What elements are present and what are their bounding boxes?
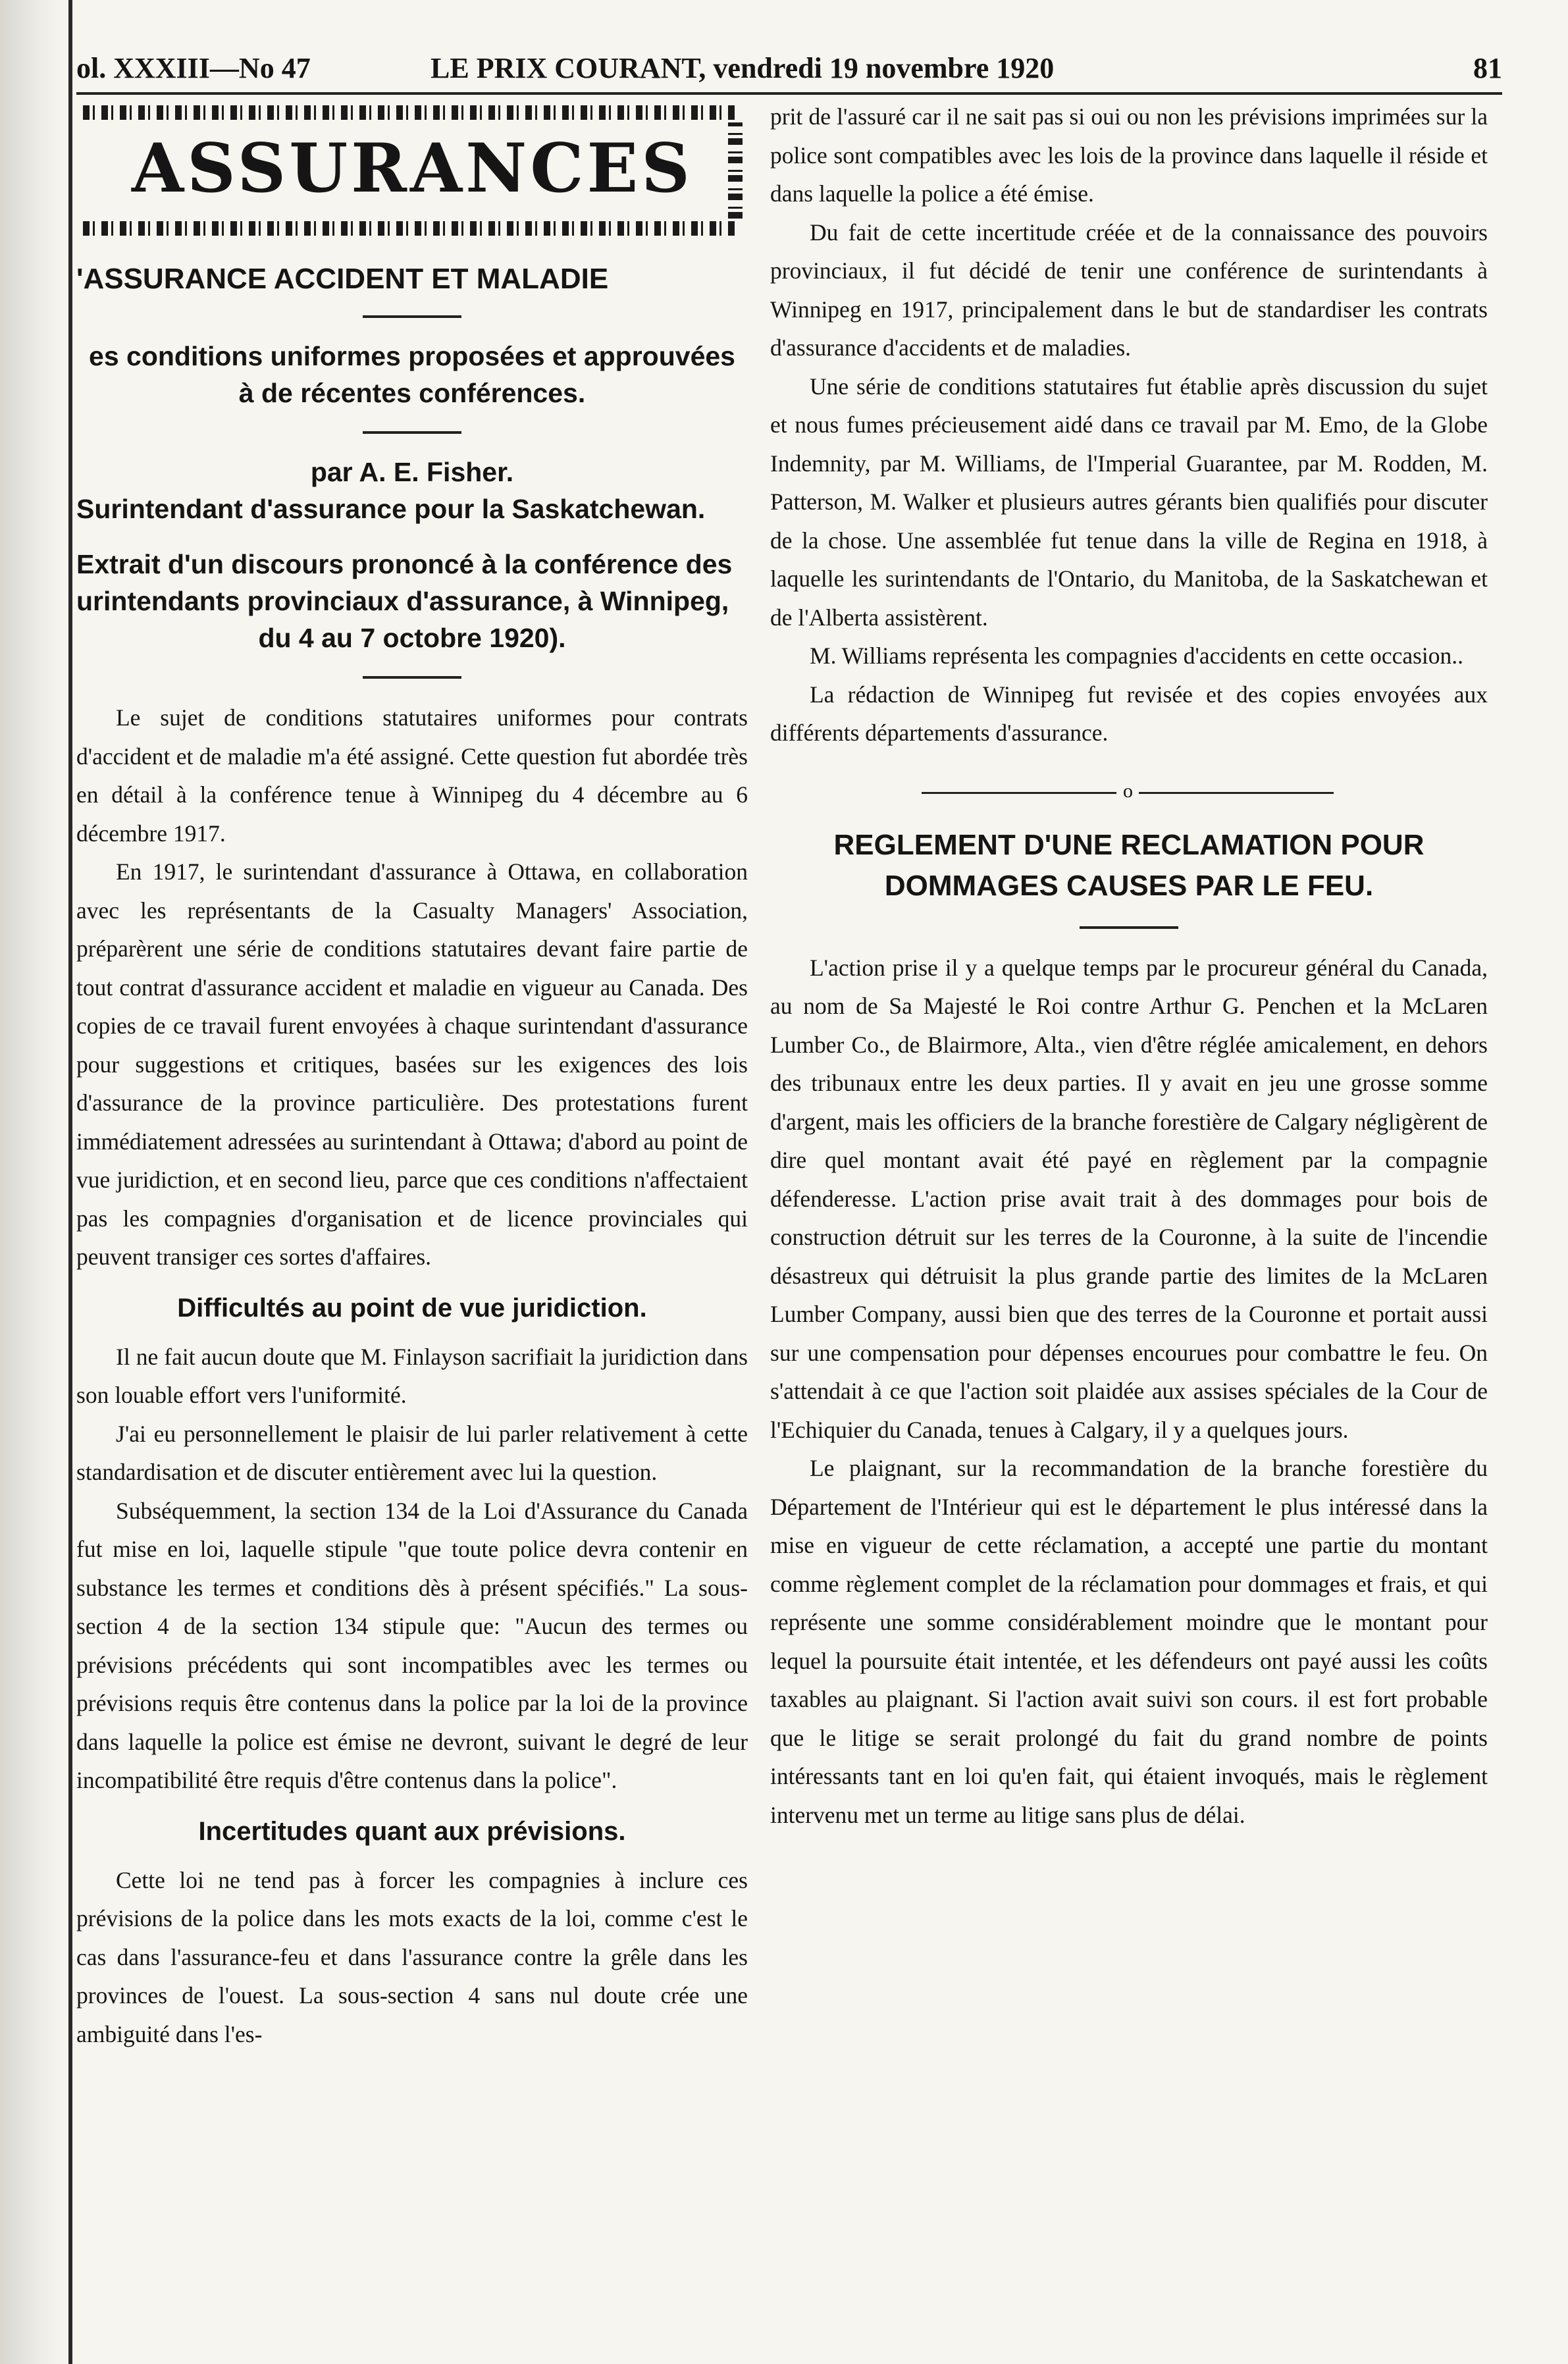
- separator-mark: o: [1123, 779, 1133, 802]
- scan-page-edge: [0, 0, 63, 2364]
- paragraph: Le plaignant, sur la recommandation de la branche forestière du Département de l'Intérieur qui est le département le plus intéressé dans la mise en vigueur de cette réclamation, a accepté une partie du montant comme règlement complet de la réclamation pour dommages et frais, et qui représente une somme considérablement moindre que le montant pour lequel la poursuite était intentée, et les défendeurs ont payé aussi les coûts taxables au plaignant. Si l'action avait suivi son cours. il est fort probable que le litige se serait prolongé du fait du grand nombre de points intéressants tant en loi qu'en fait, qui étaient invoqués, mais le règlement intervenu met un terme au litige sans plus de délai.: [770, 1455, 1488, 1828]
- paragraph: Subséquemment, la section 134 de la Loi d'Assurance du Canada fut mise en loi, laquelle stipule "que toute police devra contenir en substance les termes et conditions dès à présent spécifiés." La sous-section 4 de la section 134 stipule que: "Aucun des termes ou prévisions précédents qui sont incompatibles avec les termes ou prévisions requis être contenus dans la police par la loi de la province dans laquelle la police est émise ne devront, suivant le degré de leur incompatibilité être requis d'être contenus dans la police".: [76, 1497, 748, 1793]
- section-title: ASSURANCES: [132, 129, 693, 208]
- paragraph: Cette loi ne tend pas à forcer les compagnies à inclure ces prévisions de la police dans les mots exacts de la loi, comme c'est le cas dans l'assurance-feu et dans l'assurance contre la grêle dans les provinces de l'ouest. La sous-section 4 sans nul doute crée une ambiguité dans l'es-: [76, 1866, 748, 2047]
- paragraph: Une série de conditions statutaires fut établie après discussion du sujet et nous fumes précieusement aidé dans ce travail par M. Emo, de la Globe Indemnity, par M. Williams, de l'Imperial Guarantee, par M. Rodden, M. Patterson, M. Walker et plusieurs autres gérants bien qualifiés pour discuter de la chose. Une assemblée fut tenue dans la ville de Regina en 1918, à laquelle les surintendants de l'Ontario, du Manitoba, de la Saskatchewan et de l'Alberta assistèrent.: [770, 373, 1488, 631]
- excerpt-note: [76, 546, 748, 656]
- divider-rule: [363, 676, 461, 679]
- paragraph: Du fait de cette incertitude créée et de la connaissance des pouvoirs provinciaux, il fut décidé de tenir une conférence de surintendants à Winnipeg en 1917, principalement dans le but de standardiser les contrats d'assurance d'accidents et de maladies.: [770, 219, 1488, 361]
- right-column: [770, 97, 1488, 1834]
- article-headline: REGLEMENT D'UNE RECLAMATION POUR: [833, 828, 1424, 861]
- separator-line: [1139, 792, 1334, 794]
- article-headline: DOMMAGES CAUSES PAR LE FEU.: [884, 869, 1374, 902]
- section-heading: Difficultés au point de vue juridiction.: [177, 1293, 647, 1323]
- article-subhead: es conditions uniformes proposées et approuvées: [89, 341, 735, 371]
- separator-line: [922, 792, 1116, 794]
- excerpt-line: urintendants provinciaux d'assurance, à Winnipeg,: [76, 586, 729, 616]
- divider-rule: [363, 315, 461, 318]
- page-header: [76, 47, 1502, 93]
- paragraph: Il ne fait aucun doute que M. Finlayson sacrifiait la juridiction dans son louable effort vers l'uniformité.: [76, 1343, 748, 1408]
- author-name: par A. E. Fisher.: [310, 457, 514, 487]
- ornament-border-side: [728, 122, 743, 219]
- ornament-border-top: [83, 105, 735, 120]
- paragraph: prit de l'assuré car il ne sait pas si oui ou non les prévisions imprimées sur la police sont compatibles avec les lois de la province dans laquelle il réside et dans laquelle la police a été émise.: [770, 103, 1488, 207]
- header-rule: [76, 92, 1502, 95]
- ornament-border-bottom: [83, 221, 735, 236]
- section-banner: [76, 104, 748, 239]
- paragraph: En 1917, le surintendant d'assurance à Ottawa, en collaboration avec les représentants de la Casualty Managers' Association, préparèrent une série de conditions statutaires devant faire partie de tout contrat d'assurance accident et maladie en vigueur au Canada. Des copies de ce travail furent envoyées à chaque surintendant d'assurance pour suggestions et critiques, basées sur les exigences des lois d'assurance de la province particulière. Des protestations furent immédiatement adressées au surintendant à Ottawa; d'abord au point de vue juridiction, et en second lieu, parce que ces conditions n'affectaient pas les compagnies d'organisation et de licence provinciales qui peuvent transiger ces sortes d'affaires.: [76, 858, 748, 1270]
- paragraph: M. Williams représenta les compagnies d'accidents en cette occasion..: [810, 643, 1464, 669]
- paragraph: L'action prise il y a quelque temps par le procureur général du Canada, au nom de Sa Majesté le Roi contre Arthur G. Penchen et la McLaren Lumber Co., de Blairmore, Alta., vien d'être réglée amicalement, en dehors des tribunaux entre les deux parties. Il y avait en jeu une grosse somme d'argent, mais les officiers de la branche forestière de Calgary négligèrent de dire quel montant avait été payé en règlement par la compagnie défenderesse. L'action prise avait trait à des dommages pour bois de construction détruit sur les terres de la Couronne, à la suite de l'incendie désastreux qui détruisit la plus grande partie des limites de la McLaren Lumber Company, aussi bien que des terres de la Couronne et portait aussi sur une compensation pour dépenses encourues pour combattre le feu. On s'attendait à ce que l'action soit plaidée aux assises spéciales de la Cour de l'Echiquier du Canada, tenues à Calgary, il y a quelques jours.: [770, 954, 1488, 1443]
- paragraph: J'ai eu personnellement le plaisir de lui parler relativement à cette standardisation et de discuter entièrement avec lui la question.: [76, 1420, 748, 1485]
- author-title: Surintendant d'assurance pour la Saskatchewan.: [76, 494, 706, 524]
- section-heading: Incertitudes quant aux prévisions.: [198, 1816, 626, 1846]
- paragraph: Le sujet de conditions statutaires uniformes pour contrats d'accident et de maladie m'a été assigné. Cette question fut abordée très en détail à la conférence tenue à Winnipeg du 4 décembre au 6 décembre 1917.: [76, 704, 748, 847]
- article-subhead: à de récentes conférences.: [238, 378, 586, 408]
- excerpt-line: Extrait d'un discours prononcé à la conférence des: [76, 549, 733, 579]
- divider-rule: [1080, 926, 1178, 929]
- margin-rule: [68, 0, 72, 2364]
- divider-rule: [363, 431, 461, 434]
- paragraph: La rédaction de Winnipeg fut revisée et des copies envoyées aux différents départements d'assurance.: [770, 681, 1488, 746]
- masthead: LE PRIX COURANT, vendredi 19 novembre 1920: [431, 52, 1055, 84]
- article-headline: 'ASSURANCE ACCIDENT ET MALADIE: [76, 263, 609, 295]
- page-number: 81: [1473, 52, 1502, 84]
- volume-number: ol. XXXIII—No 47: [76, 52, 311, 84]
- excerpt-line: du 4 au 7 octobre 1920).: [258, 623, 566, 653]
- article-separator: [770, 779, 1488, 805]
- left-column: [76, 97, 748, 2053]
